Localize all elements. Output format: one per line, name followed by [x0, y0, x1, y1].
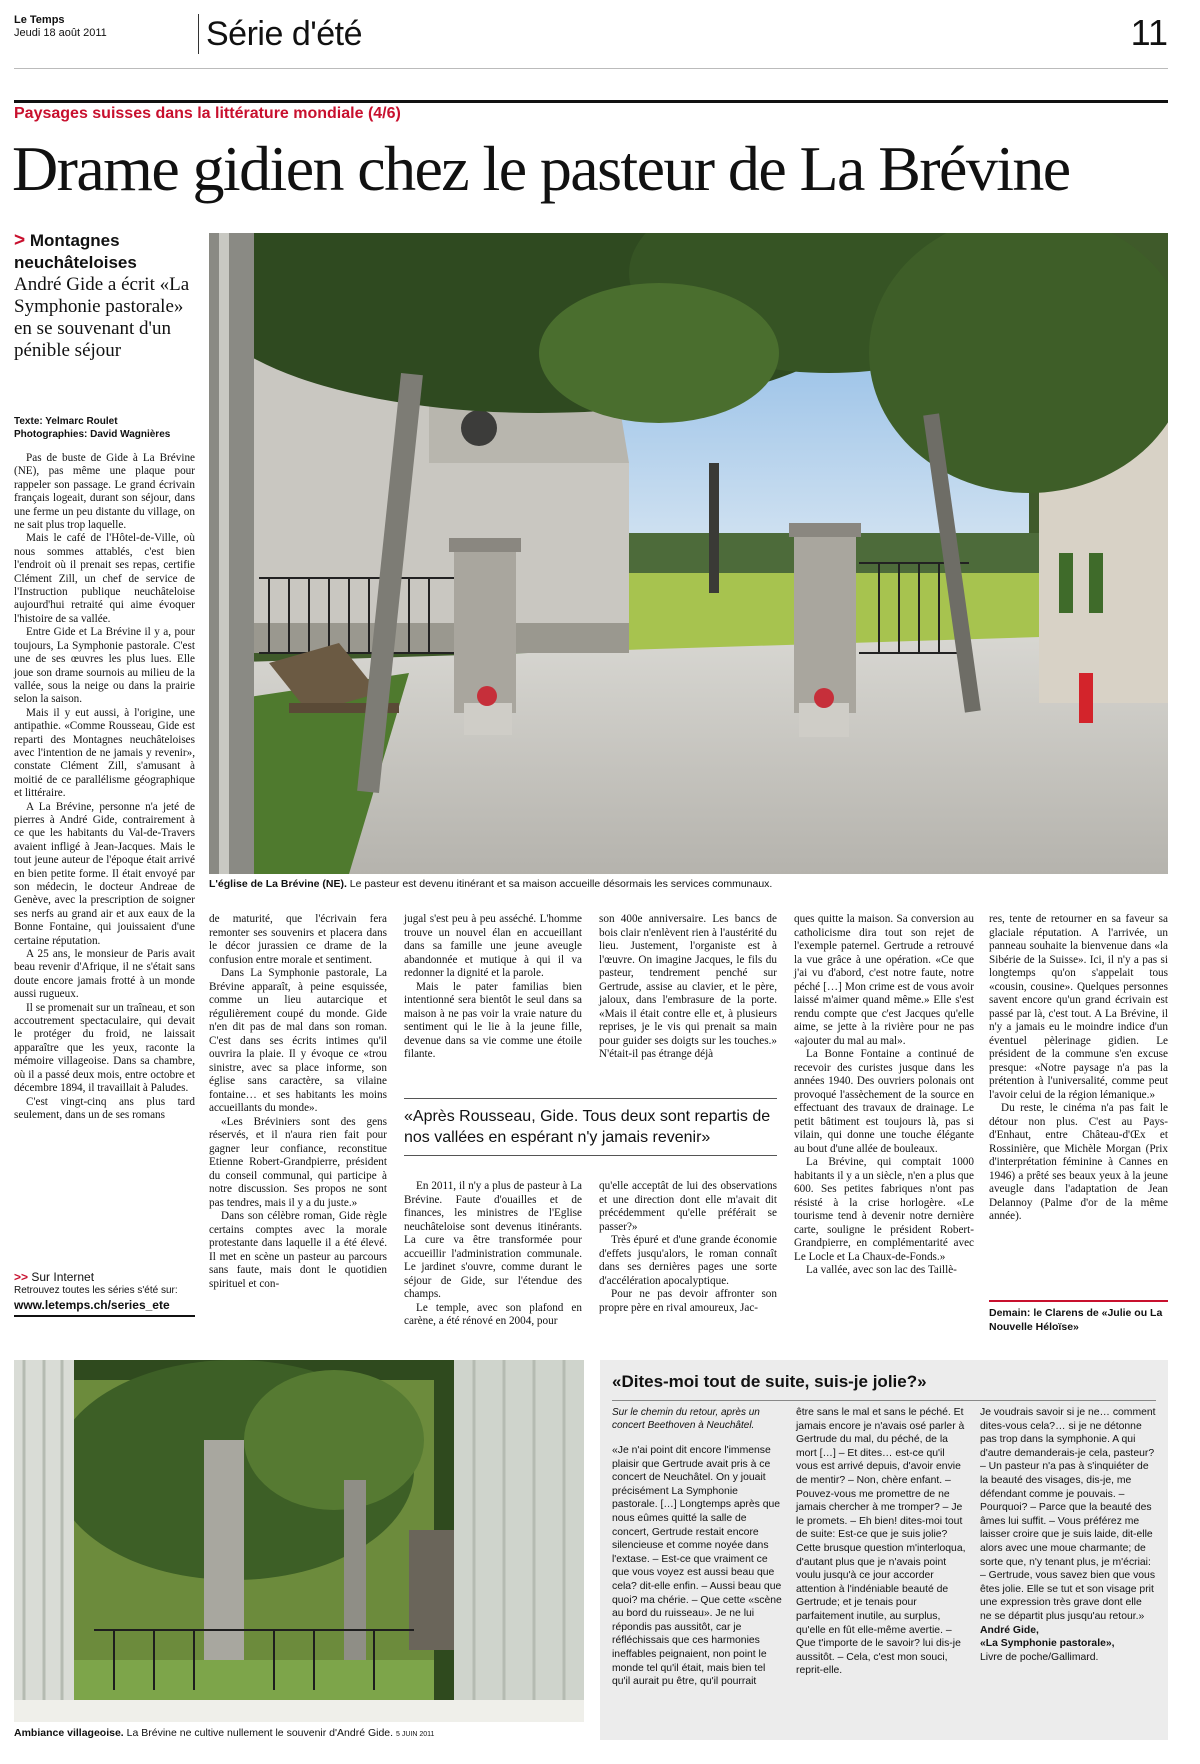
- internet-text: Retrouvez toutes les séries s'été sur:: [14, 1285, 178, 1296]
- side-paragraph: Mais il y eut aussi, à l'origine, une antipathie. «Comme Rousseau, Gide est reparti des Montagnes neuchâteloises avec l'intention de ne jamais y revenir», constate Clément Zill, s'amusant à moitié de ce parallélisme géographique et littéraire.: [14, 706, 195, 800]
- lead-bold: Montagnes neuchâteloises: [14, 231, 137, 272]
- column-3-bottom: [599, 1180, 777, 1315]
- pullquote-rule-bottom: [404, 1155, 777, 1156]
- internet-rule: [14, 1315, 195, 1317]
- lead-text: André Gide a écrit «La Symphonie pastorale» en se souvenant d'un pénible séjour: [14, 274, 190, 361]
- credits: [14, 415, 204, 441]
- paragraph: La vallée, avec son lac des Taillè-: [806, 1264, 957, 1276]
- excerpt-text: Je voudrais savoir si je ne… comment dites-vous cela?… si je ne détonne pas trop dans la symphonie. A qui d'autre demanderais-je cela, pasteur? – Un pasteur n'a pas à s'inquiéter de la beauté des visages, dis-je, me défendant comme je pouvais. – Pourquoi? – Parce que la beauté des âmes lui suffit. – Vous préférez me laisser croire que je suis laide, dit-elle alors avec une moue charmante; de sorte que, n'y tenant plus, je m'écriai: – Gertrude, vous savez bien que vous êtes jolie. Elle se tut et son visage prit une expression très grave dont elle ne se départit plus jusqu'au retour.»: [980, 1407, 1156, 1622]
- side-paragraph: Pas de buste de Gide à La Brévine (NE), pas même une plaque pour rappeler son passage. Le grand écrivain français logeait, durant son séjour, dans une ferme un peu distante du village, on ne sait plus trop laquelle.: [14, 452, 195, 532]
- column-5: [989, 913, 1168, 1224]
- internet-label-row: [14, 1270, 195, 1284]
- headline: Drame gidien chez le pasteur de La Brévine: [12, 133, 1070, 204]
- column-3-top: [599, 913, 777, 1062]
- internet-url[interactable]: www.letemps.ch/series_ete: [14, 1298, 170, 1312]
- photo2-date: 5 JUIN 2011: [395, 1731, 435, 1738]
- excerpt-title: «Dites-moi tout de suite, suis-je jolie?»: [612, 1372, 927, 1391]
- excerpt-source-title: «La Symphonie pastorale»,: [980, 1638, 1115, 1650]
- side-paragraph: Mais le café de l'Hôtel-de-Ville, où nous sommes attablés, c'est bien l'endroit où il prenait ses repas, certifie Clément Zill, un chef de service de l'Instruction publique neuchâteloise aujourd'hui retraité qui aime évoquer l'histoire de sa vallée.: [14, 532, 195, 625]
- paper-name: Le Temps: [14, 14, 65, 26]
- excerpt-text: «Je n'ai point dit encore l'immense plaisir que Gertrude avait pris à ce concert de Neuchâtel. On y jouait précisément La Symphonie pastorale. […] Longtemps après que nous eûmes quitté la salle de concert, Gertrude restait encore silencieuse et comme noyée dans l'extase. – Est-ce que vraiment ce que vous voyez est aussi beau que cela? dit-elle enfin. – Aussi beau que quoi? ma chérie. – Que cette «scène au bord du ruisseau». Je ne lui répondis pas aussitôt, car je réfléchissais que ces harmonies ineffables peignaient, non point le monde tel qu'il était, mais bien tel qu'il aurait pu être, qu'il pourrait: [612, 1445, 782, 1688]
- church-photo: [209, 233, 1168, 874]
- column-4: [794, 913, 974, 1278]
- paragraph: La Bonne Fontaine a continué de recevoir des curistes jusque dans les années 1940. Des ouvriers polonais ont provoqué l'assèchement de la source en effectuant des travaux de drainage. Le petit bâtiment est toujours là, pas si vilain, qui donne une touche élégante au bout d'une allée de bouleaux.: [794, 1048, 974, 1155]
- paragraph: En 2011, il n'y a plus de pasteur à La Brévine. Faute d'ouailles et de finances, les ministres de l'Eglise neuchâteloise sont devenus itinérants. La cure va être transformée pour accueillir l'administration communale. Le jardinet s'ouvre, comme durant le séjour de Gide, sur l'étendue des champs.: [404, 1180, 582, 1300]
- paragraph: Dans son célèbre roman, Gide règle certains comptes avec la morale protestante dans laquelle il a été élevé. Il met en scène un pasteur au parcours sans faute, mais dont le quotidien spirituel et con-: [209, 1210, 387, 1290]
- paragraph: Mais le pater familias bien intentionné sera bientôt le seul dans sa maison à ne pas voir la vraie nature du sentiment qui le lie à la jeune fille, devenue dans sa vie comme une étoile filante.: [404, 980, 582, 1060]
- double-chevron-icon: >>: [14, 1270, 29, 1284]
- photo2-caption: [14, 1727, 584, 1741]
- page-number: 11: [1130, 12, 1168, 53]
- side-paragraph: Il se promenait sur un traîneau, et son accoutrement spectaculaire, qui devait le protéger du froid, ne laissait apparaître que les yeux, raconte la mémoire villageoise. Dans sa chambre, où il a passé deux mois, entre octobre et décembre 1894, il travaillait à Paludes.: [14, 1001, 195, 1095]
- credit-text: Texte: Yelmarc Roulet: [14, 416, 118, 427]
- paragraph: de maturité, que l'écrivain fera remonter ses souvenirs et placera dans le décor jurassien ce drame de la confusion entre morale et sentiment.: [209, 913, 387, 966]
- excerpt-intro: Sur le chemin du retour, après un concert Beethoven à Neuchâtel.: [612, 1407, 760, 1431]
- side-paragraph: C'est vingt-cinq ans plus tard seulement, dans un de ses romans: [14, 1095, 195, 1121]
- excerpt-source-author: André Gide,: [980, 1624, 1039, 1636]
- top-rule: [14, 100, 1168, 103]
- excerpt-source-pub: Livre de poche/Gallimard.: [980, 1651, 1099, 1663]
- paragraph: ques quitte la maison. Sa conversion au catholicisme dira tout son rejet de l'exemple paternel. Gertrude a retrouvé la vue grâce à une opération. «Ce que j'ai vu d'abord, c'est notre faute, notre péché […] Mon crime est de vous avoir laissé m'aimer quand même.» Elle s'est rendu compte que c'est Jacques qu'elle aime, se jette à la rivière pour ne pas «ajouter du mal au mal».: [794, 913, 974, 1047]
- paragraph: jugal s'est peu à peu asséché. L'homme trouve un nouvel élan en accueillant dans sa famille une jeune aveugle abandonnée et mutique à qui il va redonner la dignité et la parole.: [404, 913, 582, 979]
- paragraph: Dans La Symphonie pastorale, La Brévine apparaît, à peine esquissée, comme un lieu autarcique et régulièrement coupé du monde. Gide n'en dit pas de mal dans son roman. C'est dans ses écrits intimes qu'il ouvrira la plaie. Il y évoque ce «trou sinistre, avec sa place informe, son église sans caractère, sa vilaine fontaine… et ses habitants les moins accueillants du monde».: [209, 967, 387, 1114]
- excerpt-col-1: [612, 1444, 782, 1689]
- side-paragraph: A La Brévine, personne n'a jeté de pierres à André Gide, contrairement à ce que les habitants du Val-de-Travers avaient infligé à Jean-Jacques. Mais le tout jeune auteur de l'époque était arrivé en bien petite forme. Il était envoyé par son médecin, le docteur Andreae de Genève, avec la prescription de soigner ses nerfs au grand air et aux eaux de la Bonne Fontaine, qui jouissaient d'une certaine réputation.: [14, 800, 195, 947]
- window-photo: [14, 1360, 584, 1722]
- paragraph: res, tente de retourner en sa faveur sa glaciale réputation. A l'arrivée, un panneau souhaite la bienvenue dans «la Sibérie de la Suisse». Ici, il n'y a pas si longtemps qu'on s'appelait tous «cousin, cousine». Quelques personnes savent encore qu'un grand écrivain est passé par là, c'est tout. A La Brévine, il n'y a jamais eu le moindre indice d'un éventuel pèlerinage gidien. Le président de la commune s'en excuse presque: «Notre paysage n'a pas la prétention à l'universalité, comme peut l'avoir celui de la région lémanique.»: [989, 913, 1168, 1101]
- column-2-bottom: [404, 1180, 582, 1329]
- lead-marker: >: [14, 230, 26, 251]
- column-2-top: [404, 913, 582, 1062]
- column-1: [209, 913, 387, 1291]
- paragraph: Pour ne pas devoir affronter son propre père en rival amoureux, Jac-: [599, 1288, 777, 1314]
- excerpt-title-rule: [612, 1400, 1156, 1401]
- photo2-caption-text: La Brévine ne cultive nullement le souvenir d'André Gide.: [126, 1727, 394, 1739]
- tomorrow-teaser: Demain: le Clarens de «Julie ou La Nouvelle Héloïse»: [989, 1307, 1163, 1333]
- paragraph: qu'elle acceptât de lui des observations et une direction dont elle m'avait dit précédemment qu'elle préférait se passer?»: [599, 1180, 777, 1233]
- section-title: Série d'été: [206, 15, 362, 53]
- credit-photos: Photographies: David Wagnières: [14, 429, 171, 440]
- pullquote-rule-top: [404, 1098, 777, 1099]
- internet-label: Sur Internet: [31, 1270, 95, 1284]
- side-paragraph: Entre Gide et La Brévine il y a, pour toujours, La Symphonie pastorale. C'est une de ses œuvres les plus lues. Elle joue son drame sournois au milieu de la vallée, sous la neige ou dans la prairie selon la saison.: [14, 626, 195, 706]
- paragraph: Le temple, avec son plafond en carène, a été rénové en 2004, pour: [404, 1301, 582, 1327]
- excerpt-col-2: [796, 1406, 966, 1678]
- photo2-caption-bold: Ambiance villageoise.: [14, 1727, 124, 1739]
- side-paragraph: A 25 ans, le monsieur de Paris avait beau revenir d'Afrique, il ne s'était sans doute encore jamais frotté à un monde aussi rugueux.: [14, 948, 195, 1001]
- paragraph: Très épuré et d'une grande économie d'effets jusqu'alors, le roman connaît dans ses dernières pages une sorte d'accélération apocalyptique.: [599, 1234, 777, 1287]
- kicker: Paysages suisses dans la littérature mondiale (4/6): [14, 105, 401, 122]
- header-divider: [198, 14, 199, 54]
- excerpt-text: être sans le mal et sans le péché. Et jamais encore je n'avais osé parler à Gertrude du mal, du péché, de la mort […] – Et dites… est-ce qu'il vous est arrivé depuis, d'avoir envie de mentir? – Non, chère enfant. – Pouvez-vous me promettre de ne jamais chercher à me tromper? – Je le promets. – Eh bien! dites-moi tout de suite: Est-ce que je suis jolie? Cette brusque question m'interloqua, d'autant plus que je n'avais point voulu jusqu'à ce jour accorder attention à l'indéniable beauté de Gertrude; et je tenais pour parfaitement inutile, au surplus, qu'elle en fût elle-même avertie. – Que t'importe de le savoir? lui dis-je aussitôt. – Cela, c'est mon souci, reprit-elle.: [796, 1407, 966, 1677]
- pullquote: «Après Rousseau, Gide. Tous deux sont repartis de nos vallées en espérant n'y jamais revenir»: [404, 1108, 771, 1146]
- issue-date: Jeudi 18 août 2011: [14, 27, 107, 39]
- photo1-caption-text: Le pasteur est devenu itinérant et sa maison accueille désormais les services communaux.: [349, 878, 773, 890]
- paragraph: «Les Bréviniers sont des gens réservés, et il n'aura rien fait pour gagner leur confiance, reconstitue Etienne Robert-Grandpierre, président du conseil communal, qui participe à notre discussion. Ses propos ne sont pas tendres, mais il y a du juste.»: [209, 1115, 387, 1209]
- tomorrow-rule: [989, 1300, 1168, 1302]
- paragraph: Du reste, le cinéma n'a pas fait le détour non plus. C'est au Pays-d'Enhaut, entre Château-d'Œx et Rossinière, que Michèle Morgan (Prix d'interprétation féminine à Cannes en 1946) a prêté ses beaux yeux à la jeune aveugle dans l'adaptation de Jean Delannoy (Palme d'or de la même année).: [989, 1102, 1168, 1222]
- header-rule: [14, 68, 1168, 69]
- photo1-caption: [209, 878, 1168, 891]
- photo1-caption-bold: L'église de La Brévine (NE).: [209, 878, 347, 890]
- side-column: [14, 452, 195, 1122]
- paragraph: son 400e anniversaire. Les bancs de bois clair n'enlèvent rien à l'austérité du lieu. Justement, l'organiste est à l'œuvre. On imagine Jacques, le fils du pasteur, tendrement penché sur Gertrude, assise au clavier, et le père, jaloux, dans l'embrasure de la porte. «Mais il était contre elle et, à plusieurs reprises, je le vis qui prenait sa main pour guider ses doigts sur les touches.» N'était-il pas étrange déjà: [599, 913, 777, 1060]
- excerpt-box: [600, 1360, 1168, 1740]
- lead: [14, 230, 204, 362]
- paragraph: La Brévine, qui comptait 1000 habitants il y a un siècle, n'en a plus que 600. Ses petites fabriques n'ont pas résisté à la crise horlogère. «Le tourisme tend à devenir notre dernière carte, souligne le président Robert-Grandpierre, en complémentarité avec Le Locle et La Chaux-de-Fonds.»: [794, 1156, 974, 1263]
- internet-box: [14, 1270, 195, 1317]
- excerpt-col-3: [980, 1406, 1156, 1664]
